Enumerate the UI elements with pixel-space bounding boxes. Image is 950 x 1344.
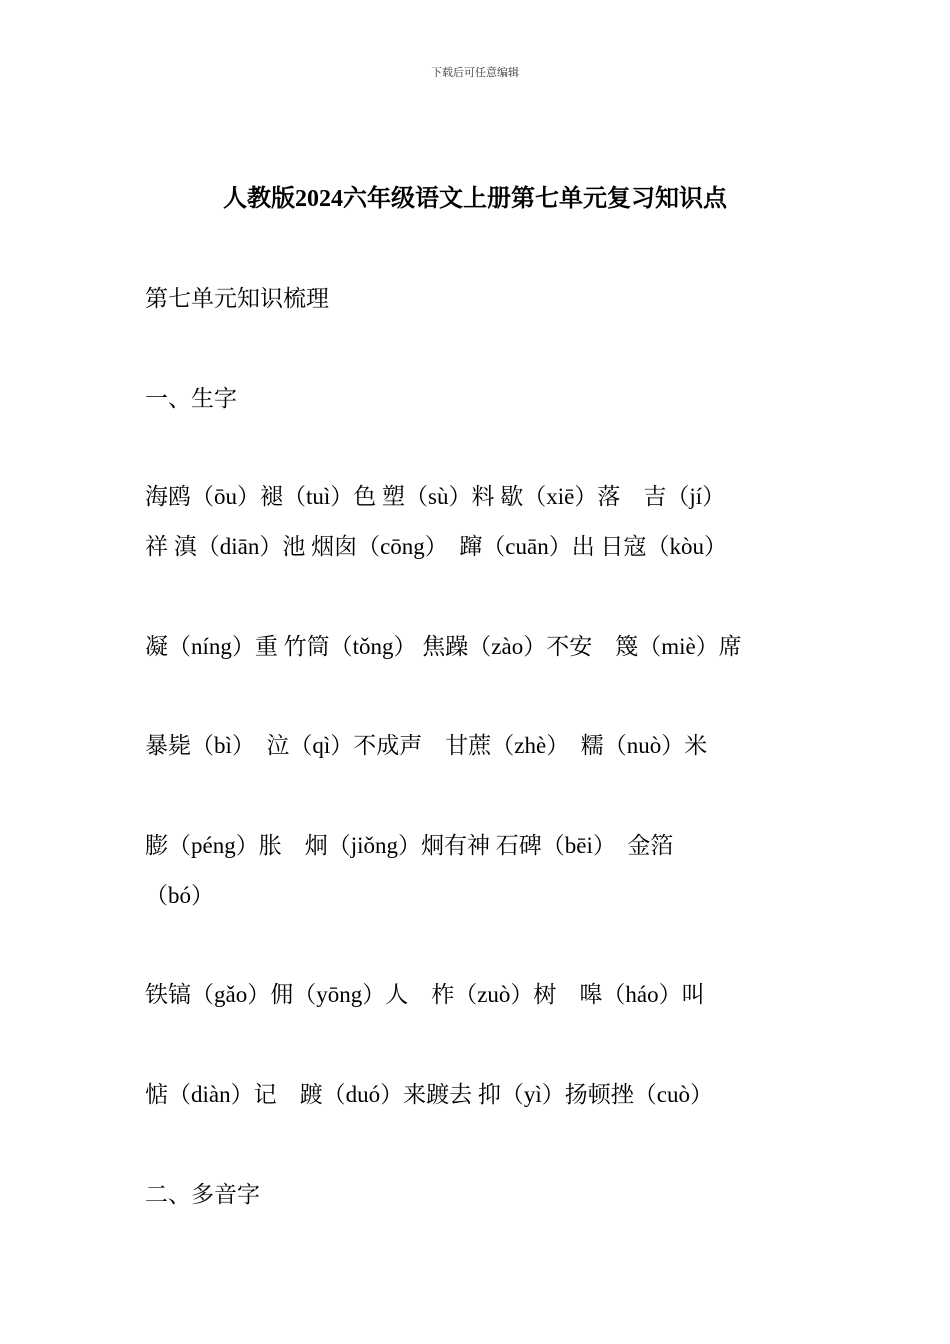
- vocab-line-3: 凝（níng）重 竹筒（tǒng） 焦躁（zào）不安 篾（miè）席: [145, 634, 742, 659]
- vocab-line-1: 海鸥（ōu）褪（tuì）色 塑（sù）料 歇（xiē）落 吉（jí）: [145, 484, 726, 509]
- section-heading-characters: 一、生字: [145, 386, 237, 411]
- document-title: 人教版2024六年级语文上册第七单元复习知识点: [223, 186, 727, 212]
- vocab-line-2: 祥 滇（diān）池 烟囱（cōng） 蹿（cuān）出 日寇（kòu）: [145, 534, 727, 559]
- overview-heading: 第七单元知识梳理: [145, 286, 329, 311]
- header-note: 下载后可任意编辑: [431, 67, 519, 79]
- vocab-line-6: （bó）: [145, 883, 214, 908]
- vocab-line-8: 惦（diàn）记 踱（duó）来踱去 抑（yì）扬顿挫（cuò）: [145, 1082, 713, 1107]
- section-heading-polyphones: 二、多音字: [145, 1182, 260, 1207]
- vocab-line-4: 暴毙（bì） 泣（qì）不成声 甘蔗（zhè） 糯（nuò）米: [145, 733, 708, 758]
- vocab-line-7: 铁镐（gǎo）佣（yōng）人 柞（zuò）树 嗥（háo）叫: [145, 982, 705, 1007]
- vocab-line-5: 膨（péng）胀 炯（jiǒng）炯有神 石碑（bēi） 金箔: [145, 833, 674, 858]
